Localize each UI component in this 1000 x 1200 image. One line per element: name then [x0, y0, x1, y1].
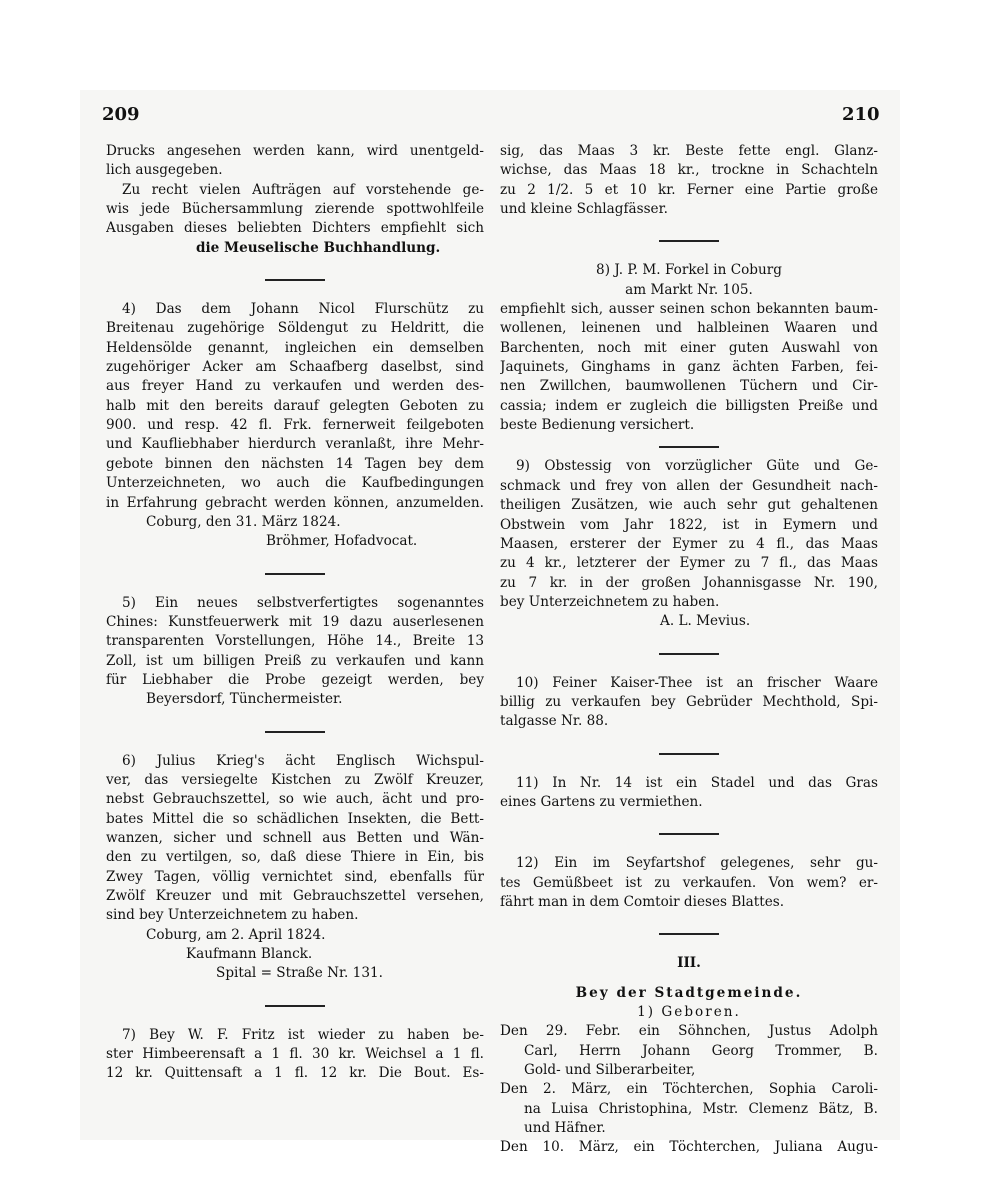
text-line: in Erfahrung gebracht werden können, anzumelden. — [106, 494, 484, 511]
text-line: den zu vertilgen, so, daß diese Thiere in Ein, bis — [106, 849, 484, 866]
text-line: Barchenten, noch mit einer guten Auswahl von — [500, 339, 878, 356]
text-line: Carl, Herrn Johann Georg Trommer, B. — [524, 1042, 878, 1059]
text-line: 7) Bey W. F. Fritz ist wieder zu haben be- — [122, 1026, 484, 1043]
text-line: Maasen, ersterer der Eymer zu 4 fl., das Maas — [500, 535, 878, 552]
signature: Kaufmann Blanck. — [186, 946, 313, 963]
text-line: Zoll, ist um billigen Preiß zu verkaufen und kann — [106, 652, 484, 669]
signature: die Meuselische Buchhandlung. — [196, 239, 441, 256]
text-line: zugehöriger Acker am Schaafberg daselbst, sind — [106, 359, 484, 376]
text-line: Unterzeichneten, wo auch die Kaufbedingungen — [106, 475, 484, 492]
text-line: wanzen, sicher und schnell aus Betten und Wän- — [106, 829, 484, 846]
text-line: halb mit den bereits darauf gelegten Geboten zu — [106, 397, 484, 414]
text-line: lich ausgegeben. — [106, 162, 223, 179]
signature: Beyersdorf, Tünchermeister. — [146, 691, 343, 708]
text-line: Den 29. Febr. ein Söhnchen, Justus Adolph — [500, 1023, 878, 1040]
section-divider — [500, 642, 878, 664]
text-line: tes Gemüßbeet ist zu verkaufen. Von wem? er- — [500, 874, 878, 891]
text-line: billig zu verkaufen bey Gebrüder Mechthold, Spi- — [500, 693, 878, 710]
text-line: sig, das Maas 3 kr. Beste fette engl. Glanz- — [500, 143, 878, 159]
text-line: Zwey Tagen, völlig vernichtet sind, ebenfalls für — [106, 868, 484, 885]
text-line: Den 2. März, ein Töchterchen, Sophia Caroli- — [500, 1081, 878, 1098]
text-line: Chines: Kunstfeuerwerk mit 19 dazu auserlesenen — [106, 613, 484, 630]
text-line: 12 kr. Quittensaft a 1 fl. 12 kr. Die Bout. Es- — [106, 1065, 484, 1082]
text-line: zu 4 kr., letzterer der Eymer zu 7 fl., das Maas — [500, 555, 878, 572]
text-line: nen Zwillchen, baumwollenen Tüchern und Cir- — [500, 378, 878, 395]
section-divider — [106, 994, 484, 1016]
section-number: III. — [677, 955, 701, 972]
text-line: wollenen, leinenen und halbleinen Waaren und — [500, 320, 878, 337]
text-line: beste Bedienung versichert. — [500, 417, 695, 434]
text-line: Breitenau zugehörige Söldengut zu Heldritt, die — [106, 320, 484, 337]
address-line: Spital = Straße Nr. 131. — [216, 965, 383, 982]
text-line: aus freyer Hand zu verkaufen und werden des- — [106, 378, 484, 395]
right-column — [500, 142, 878, 1158]
text-line: 9) Obstessig von vorzüglicher Güte und Ge- — [516, 458, 878, 475]
text-line: ster Himbeerensaft a 1 fl. 30 kr. Weichsel a 1 fl. — [106, 1046, 484, 1063]
text-line: talgasse Nr. 88. — [500, 713, 609, 730]
text-line: und kleine Schlagfässer. — [500, 201, 668, 218]
text-line: 11) In Nr. 14 ist ein Stadel und das Gras — [516, 774, 878, 791]
text-line: wis jede Büchersammlung zierende spottwohlfeile — [106, 201, 484, 218]
text-line: transparenten Vorstellungen, Höhe 14., Breite 13 — [106, 633, 484, 650]
section-divider — [500, 435, 878, 457]
page-number-left: 209 — [102, 104, 140, 125]
text-line: 6) Julius Krieg's ächt Englisch Wichspul- — [122, 752, 484, 769]
text-line: gebote binnen den nächsten 14 Tagen bey dem — [106, 455, 484, 472]
ad-heading: am Markt Nr. 105. — [625, 281, 753, 298]
section-divider — [106, 720, 484, 742]
section-divider — [106, 562, 484, 584]
text-line: fährt man in dem Comtoir dieses Blattes. — [500, 893, 785, 910]
text-line: bates Mittel die so schädlichen Insekten, die Bett- — [106, 810, 484, 827]
text-line: Zwölf Kreuzer und mit Gebrauchszettel versehen, — [106, 888, 484, 904]
text-line: zu 7 kr. in der großen Johannisgasse Nr. 190, — [500, 574, 878, 591]
text-line: 12) Ein im Seyfartshof gelegenes, sehr gu- — [516, 855, 878, 872]
text-line: Heldensölde genannt, ingleichen ein demselben — [106, 339, 484, 356]
text-line: für Liebhaber die Probe gezeigt werden, bey — [106, 671, 484, 688]
text-line: und Häfner. — [524, 1120, 606, 1137]
text-line: Gold- und Silberarbeiter, — [524, 1062, 696, 1079]
text-line: na Luisa Christophina, Mstr. Clemenz Bätz, B. — [524, 1100, 878, 1117]
text-line: schmack und frey von allen der Gesundheit nach- — [500, 477, 878, 494]
text-line: Zu recht vielen Aufträgen auf vorstehende ge- — [122, 181, 484, 198]
text-line: nebst Gebrauchszettel, so wie auch, ächt und pro- — [106, 791, 484, 808]
text-line: Ausgaben dieses beliebten Dichters empfiehlt sich — [106, 220, 484, 237]
date-line: Coburg, am 2. April 1824. — [146, 926, 326, 943]
text-line: Jaquinets, Ginghams in ganz ächten Farben, fei- — [500, 359, 878, 376]
section-divider — [500, 229, 878, 251]
text-line: 10) Feiner Kaiser-Thee ist an frischer Waare — [516, 674, 878, 691]
section-divider — [106, 268, 484, 290]
signature: A. L. Mevius. — [660, 613, 751, 630]
subsection-heading: 1) Geboren. — [637, 1004, 741, 1020]
text-line: und Kaufliebhaber hierdurch veranlaßt, ihre Mehr- — [106, 436, 484, 453]
page-number-right: 210 — [842, 104, 880, 125]
text-line: eines Gartens zu vermiethen. — [500, 793, 703, 810]
text-line: wichse, das Maas 18 kr., trockne in Schachteln — [500, 162, 878, 179]
text-line: sind bey Unterzeichnetem zu haben. — [106, 907, 359, 924]
text-line: theiligen Zusätzen, wie auch sehr gut gehaltenen — [500, 497, 878, 514]
section-divider — [500, 922, 878, 944]
text-line: 5) Ein neues selbstverfertigtes sogenanntes — [122, 594, 484, 611]
text-line: zu 2 1/2. 5 et 10 kr. Ferner eine Partie große — [500, 181, 878, 198]
ad-heading: 8) J. P. M. Forkel in Coburg — [596, 262, 782, 279]
text-line: 4) Das dem Johann Nicol Flurschütz zu — [122, 301, 484, 318]
text-line: bey Unterzeichnetem zu haben. — [500, 593, 720, 610]
text-line: ver, das versiegelte Kistchen zu Zwölf Kreuzer, — [106, 771, 484, 788]
text-line: Obstwein vom Jahr 1822, ist in Eymern und — [500, 516, 878, 533]
date-line: Coburg, den 31. März 1824. — [146, 513, 341, 530]
text-line: Den 10. März, ein Töchterchen, Juliana Augu- — [500, 1139, 878, 1156]
signature: Bröhmer, Hofadvocat. — [266, 533, 418, 550]
section-divider — [500, 742, 878, 764]
left-column — [106, 142, 484, 1084]
section-heading: Bey der Stadtgemeinde. — [575, 984, 803, 1001]
section-divider — [500, 822, 878, 844]
text-line: Drucks angesehen werden kann, wird unentgeld- — [106, 143, 484, 159]
text-line: empfiehlt sich, ausser seinen schon bekannten baum- — [500, 301, 878, 318]
text-line: 900. und resp. 42 fl. Frk. fernerweit feilgeboten — [106, 417, 484, 434]
text-line: cassia; indem er zugleich die billigsten Preiße und — [500, 397, 878, 414]
